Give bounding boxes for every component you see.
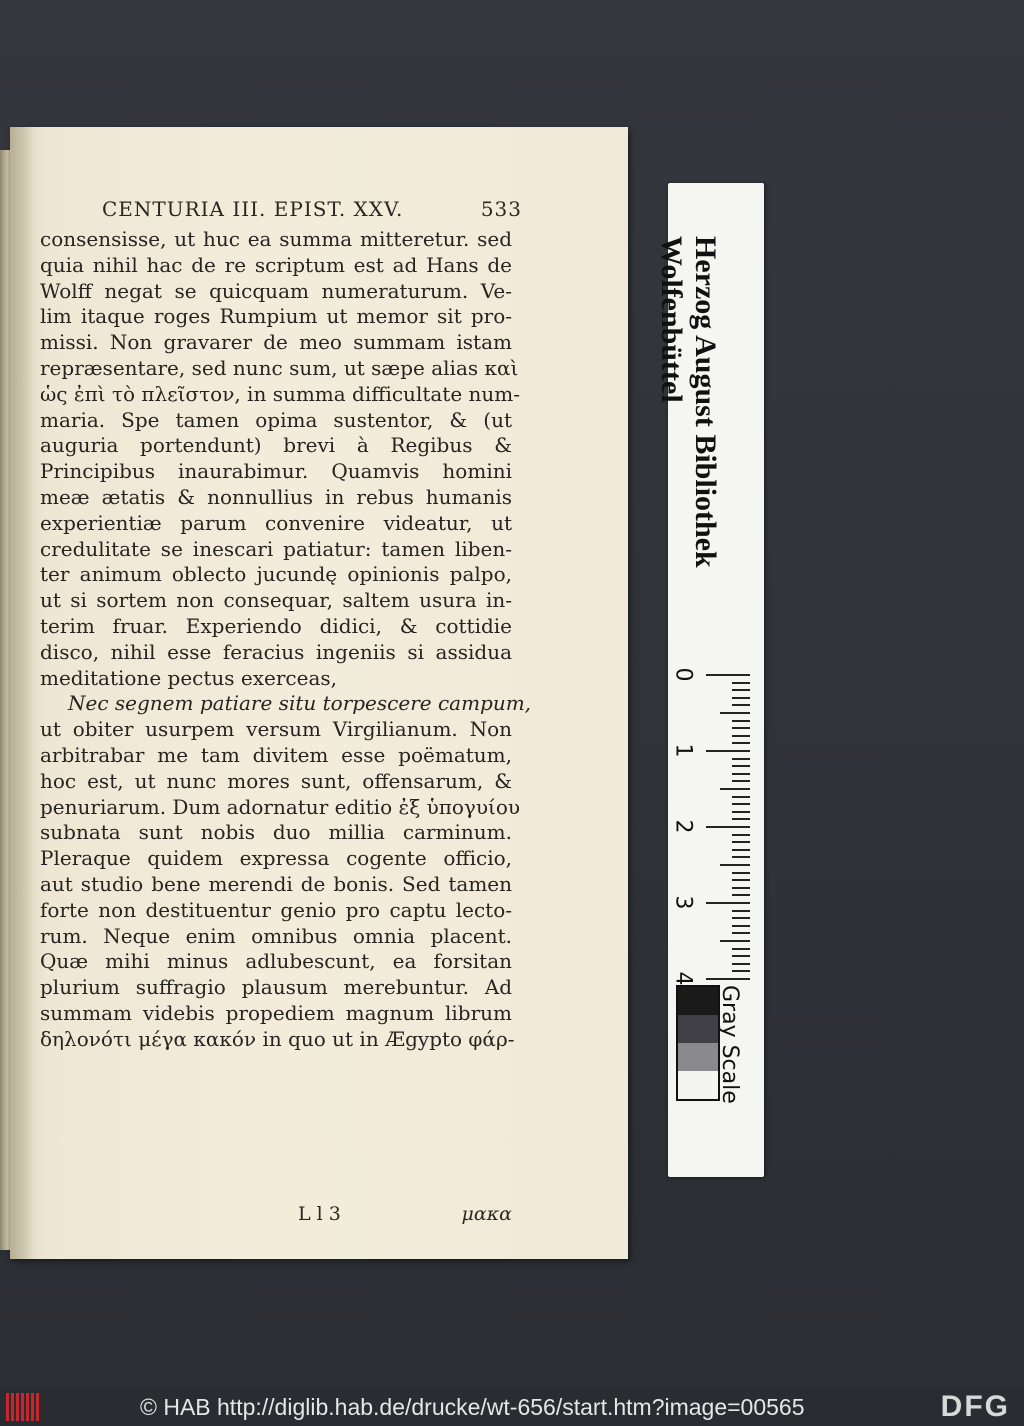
scale-tick [732, 720, 750, 722]
text-line: meditatione pectus exerceas, [40, 665, 337, 690]
text-line: rum. Neque enim omnibus omnia placent. [40, 923, 512, 948]
scale-tick [706, 674, 750, 676]
text-line: forte non destituentur genio pro captu lecto- [40, 897, 512, 922]
text-line: Pleraque quidem expressa cogente officio, [40, 846, 512, 871]
text-line: missi. Non gravarer de meo summam istam [40, 330, 512, 355]
text-line: disco, nihil esse feracius ingeniis si assidua [40, 639, 512, 664]
text-line: subnata sunt nobis duo millia carminum. [40, 820, 512, 845]
text-line: experientiæ parum convenire videatur, ut [40, 510, 512, 535]
text-line: auguria portendunt) brevi à Regibus & [40, 433, 512, 458]
text-line: repræsentare, sed nunc sum, ut sæpe alias καὶ [40, 355, 519, 380]
scale-tick [732, 917, 750, 919]
scale-tick [732, 894, 750, 896]
text-line: credulitate se inescari patiatur: tamen liben- [40, 536, 512, 561]
scale-tick [732, 796, 750, 798]
ruler-title [654, 236, 722, 568]
scale-tick [732, 811, 750, 813]
text-line: meæ ætatis & nonnullius in rebus humanis [40, 484, 512, 509]
text-line: ὡς ἐπὶ τὸ πλεῖστον, in summa difficultate num- [40, 381, 521, 406]
text-line: quia nihil hac de re scriptum est ad Hans de [40, 252, 512, 277]
catchword: μακα [461, 1203, 512, 1225]
scale-tick [720, 864, 750, 866]
scale-tick [732, 834, 750, 836]
text-line: aut studio bene merendi de bonis. Sed tamen [40, 871, 512, 896]
page-text [40, 227, 532, 1053]
scale-tick [732, 910, 750, 912]
scale-number: 3 [670, 895, 696, 910]
scale-tick [706, 826, 750, 828]
scale-tick [720, 940, 750, 942]
text-line: Nec segnem patiare situ torpescere campum, [68, 691, 532, 716]
scale-tick [732, 849, 750, 851]
gray-block [678, 1071, 718, 1099]
scale-tick [732, 758, 750, 760]
scale-tick [732, 925, 750, 927]
footer-bar [0, 1388, 1024, 1426]
text-line: lim itaque roges Rumpium ut memor sit pro- [40, 304, 512, 329]
scale-tick [732, 697, 750, 699]
text-line: ut si sortem non consequar, saltem usura in- [40, 588, 512, 613]
copyright-link[interactable]: © HAB http://diglib.hab.de/drucke/wt-656/start.htm?image=00565 [140, 1394, 805, 1420]
scale-tick [720, 788, 750, 790]
scale-tick [732, 803, 750, 805]
scale-tick [732, 689, 750, 691]
scale-number: 1 [670, 743, 696, 758]
ruler-title-line1: Herzog August Bibliothek [689, 236, 722, 568]
text-line: ut obiter usurpem versum Virgilianum. Non [40, 717, 512, 742]
text-line: ter animum oblecto jucundę opinionis palpo, [40, 562, 512, 587]
text-line: penuriarum. Dum adornatur editio ἐξ ὑπογυίου [40, 794, 521, 819]
text-line: consensisse, ut huc ea summa mitteretur. sed [40, 227, 512, 251]
scale-tick [732, 963, 750, 965]
scale-number: 4 [670, 971, 696, 986]
scale-number: 2 [670, 819, 696, 834]
scale-tick [732, 773, 750, 775]
text-line: terim fruar. Experiendo didici, & cottidie [40, 613, 512, 638]
scale-tick [732, 879, 750, 881]
scale-tick [732, 742, 750, 744]
signature-mark: L l 3 [298, 1203, 341, 1225]
scale-tick [732, 765, 750, 767]
text-line: hoc est, ut nunc mores sunt, offensarum, & [40, 768, 512, 793]
book-page [10, 127, 628, 1259]
gray-block [678, 1015, 718, 1043]
text-line: Wolff negat se quicquam numeraturum. Ve- [40, 278, 512, 303]
scale-tick [732, 704, 750, 706]
text-line: arbitrabar me tam divitem esse poëmatum, [40, 742, 512, 767]
scale-tick [706, 978, 750, 980]
ruler-title-line2: Wolfenbüttel [655, 236, 688, 403]
scale-tick [732, 970, 750, 972]
hab-logo-icon [6, 1393, 40, 1421]
page-footer [40, 1203, 512, 1229]
dfg-logo: DFG [940, 1390, 1010, 1423]
gray-scale-label: Gray Scale [717, 985, 742, 1104]
scale-tick [732, 932, 750, 934]
scale-tick [732, 841, 750, 843]
text-line: Quæ mihi minus adlubescunt, ea forsitan [40, 949, 512, 974]
page-gutter [10, 127, 34, 1259]
scale-tick [732, 735, 750, 737]
gray-block [678, 1043, 718, 1071]
scale-tick [732, 780, 750, 782]
running-head-title: CENTURIA III. EPIST. XXV. [102, 197, 404, 221]
scale-number: 0 [670, 667, 696, 682]
scale-tick [732, 887, 750, 889]
text-line: δηλονότι μέγα κακόν in quo ut in Ægypto φάρ- [40, 1026, 515, 1051]
gray-block [678, 987, 718, 1015]
gray-scale-blocks [676, 985, 720, 1101]
text-line: Principibus inaurabimur. Quamvis homini [40, 459, 512, 484]
text-line: maria. Spe tamen opima sustentor, & (ut [40, 407, 512, 432]
text-line: plurium suffragio plausum merebuntur. Ad [40, 975, 512, 1000]
page-number: 533 [480, 197, 522, 221]
scale-tick [732, 872, 750, 874]
scale-tick [732, 727, 750, 729]
scale-tick [732, 955, 750, 957]
scale-tick [732, 682, 750, 684]
scale-tick [720, 712, 750, 714]
scale-tick [732, 818, 750, 820]
running-head [102, 197, 522, 221]
text-line: summam videbis propediem magnum librum [40, 1000, 512, 1025]
scale-tick [732, 856, 750, 858]
scale-tick [706, 750, 750, 752]
scale-tick [732, 948, 750, 950]
scale-tick [706, 902, 750, 904]
